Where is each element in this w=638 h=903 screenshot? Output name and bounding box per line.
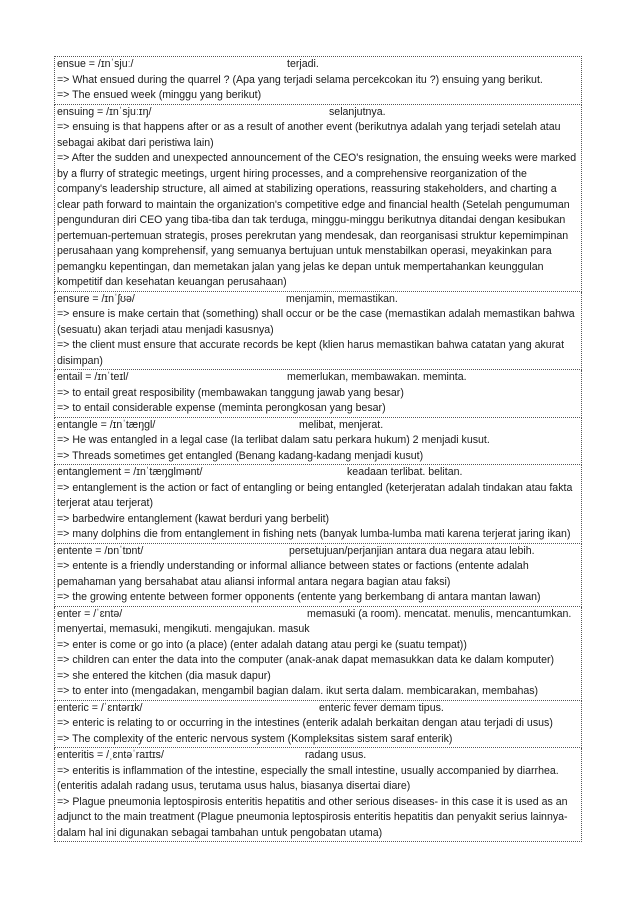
entry-line: => Threads sometimes get entangled (Benang kadang-kadang menjadi kusut) — [57, 449, 424, 462]
entry-term: ensue = /ɪnˈsjuː/ — [57, 58, 134, 70]
entry-enter — [54, 607, 582, 701]
entry-term: entail = /ɪnˈteɪl/ — [57, 371, 129, 383]
entry-header — [57, 544, 579, 560]
entry-line: => After the sudden and unexpected announcement of the CEO's resignation, the ensuing weeks were marked by a flurry of strategic meetings, urgent hiring processes, and a comprehensive reorganization of the company's leadership structure, all aimed at stabilizing operations, reassuring stakeholders, and charting a clear path forward to maintain the organization's competitive edge and financial health (Setelah pengumuman pengunduran diri CEO yang tiba-tiba dan tak terduga, minggu-minggu berikutnya ditandai dengan kesibukan pertemuan-pertemuan strategis, proses perekrutan yang mendesak, dan reorganisasi struktur kepemimpinan perusahaan yang komprehensif, yang semuanya bertujuan untuk menstabilkan operasi, meyakinkan para pemangku kepentingan, dan memetakan jalan yang jelas ke depan untuk mempertahankan keunggulan kompetitif dan kesehatan keuangan perusahaan) — [57, 152, 577, 288]
entry-header — [57, 57, 579, 73]
entry-line: => ensuing is that happens after or as a result of another event (berikutnya adalah yang terjadi setelah atau sebagai akibat dari peristiwa lain) — [57, 121, 561, 149]
entry-meaning: menjamin, memastikan. — [286, 292, 398, 305]
entry-entente — [54, 544, 582, 607]
vocabulary-table — [54, 56, 582, 842]
entry-term: ensuing = /ɪnˈsjuːɪŋ/ — [57, 105, 152, 118]
entry-line: => enteric is relating to or occurring in the intestines (enterik adalah berkaitan dengan atau terjadi di usus) — [57, 717, 553, 729]
entry-enteritis — [54, 748, 582, 842]
entry-line: => to entail great resposibility (membawakan tanggung jawab yang besar) — [57, 386, 404, 399]
entry-meaning: radang usus. — [305, 749, 367, 761]
entry-header — [57, 748, 579, 764]
entry-line: => He was entangled in a legal case (Ia terlibat dalam satu perkara hukum) 2 menjadi kusut. — [57, 434, 490, 446]
entry-meaning: terjadi. — [287, 58, 319, 70]
entry-enteric — [54, 701, 582, 749]
entry-term: enteritis = /ˌɛntəˈraɪtɪs/ — [57, 749, 164, 761]
entry-ensure — [54, 292, 582, 371]
entry-meaning: keadaan terlibat. belitan. — [347, 466, 463, 478]
entry-entangle — [54, 418, 582, 466]
entry-entail — [54, 370, 582, 418]
entry-header — [57, 105, 579, 121]
entry-line: => enteritis is inflammation of the intestine, especially the small intestine, usually accompanied by diarrhea. (enteritis adalah radang usus, terutama usus halus, biasanya disertai diare) — [57, 764, 559, 792]
entry-term: enter = /ˈɛntə/ — [57, 607, 123, 620]
entry-line: => to enter into (mengadakan, mengambil bagian dalam. ikut serta dalam. membicarakan, membahas) — [57, 685, 539, 697]
entry-header — [57, 701, 579, 717]
entry-line: => ensure is make certain that (something) shall occur or be the case (memastikan adalah memastikan bahwa (sesuatu) akan terjadi atau menjadi kasusnya) — [57, 308, 575, 336]
entry-line: => she entered the kitchen (dia masuk dapur) — [57, 669, 271, 682]
entry-line: => barbedwire entanglement (kawat berduri yang berbelit) — [57, 512, 330, 525]
entry-line: => enter is come or go into (a place) (enter adalah datang atau pergi ke (suatu tempat)) — [57, 638, 467, 651]
entry-header — [57, 465, 579, 481]
entry-line: => The complexity of the enteric nervous system (Kompleksitas sistem saraf enterik) — [57, 732, 453, 745]
entry-line: => many dolphins die from entanglement in fishing nets (banyak lumba-lumba mati karena terjerat jaring ikan) — [57, 528, 571, 540]
entry-header — [57, 607, 579, 623]
entry-term: entangle = /ɪnˈtæŋgl/ — [57, 418, 156, 431]
entry-line: => entente is a friendly understanding or informal alliance between states or factions (entente adalah pemahaman yang bersahabat atau aliansi informal antara negara bagian atau faksi) — [57, 560, 529, 588]
entry-meaning: selanjutnya. — [329, 105, 386, 118]
entry-line: => The ensued week (minggu yang berikut) — [57, 89, 262, 101]
entry-term: entanglement = /ɪnˈtæŋglmənt/ — [57, 466, 203, 478]
entry-line: => to entail considerable expense (meminta perongkosan yang besar) — [57, 402, 386, 414]
entry-entanglement — [54, 465, 582, 544]
entry-line: => the growing entente between former opponents (entente yang berkembang di antara mantan lawan) — [57, 591, 541, 603]
entry-ensuing — [54, 105, 582, 292]
entry-meaning: memerlukan, membawakan. meminta. — [287, 371, 467, 383]
entry-meaning: melibat, menjerat. — [299, 418, 384, 431]
entry-term: enteric = /ˈɛntərɪk/ — [57, 701, 143, 714]
entry-line: => entanglement is the action or fact of entangling or being entangled (keterjeratan adalah tindakan atau fakta terjerat atau terjerat) — [57, 481, 573, 509]
entry-ensue — [54, 56, 582, 105]
entry-line: => What ensued during the quarrel ? (Apa yang terjadi selama percekcokan itu ?) ensuing yang berikut. — [57, 73, 543, 86]
entry-meaning: memasuki (a room). mencatat. menulis, mencantumkan. — [307, 607, 572, 620]
entry-term: ensure = /ɪnˈʃʊə/ — [57, 292, 135, 305]
entry-meaning: persetujuan/perjanjian antara dua negara atau lebih. — [289, 544, 535, 557]
entry-line: => Plague pneumonia leptospirosis enteritis hepatitis and other serious diseases- in this case it is used as an adjunct to the main treatment (Plague pneumonia leptospirosis enteritis hepatitis dan penyakit serius lainnya- dalam hal ini digunakan sebagai tambahan untuk pengobatan utama) — [57, 795, 568, 839]
entry-header — [57, 292, 579, 308]
entry-line: menyertai, memasuki, mengikuti. mengajukan. masuk — [57, 623, 310, 635]
entry-header — [57, 370, 579, 386]
entry-line: => the client must ensure that accurate records be kept (klien harus memastikan bahwa catatan yang akurat disimpan) — [57, 339, 565, 367]
entry-meaning: enteric fever demam tipus. — [319, 701, 444, 714]
entry-header — [57, 418, 579, 434]
entry-line: => children can enter the data into the computer (anak-anak dapat memasukkan data ke dalam komputer) — [57, 654, 555, 666]
entry-term: entente = /ɒnˈtɒnt/ — [57, 544, 144, 557]
